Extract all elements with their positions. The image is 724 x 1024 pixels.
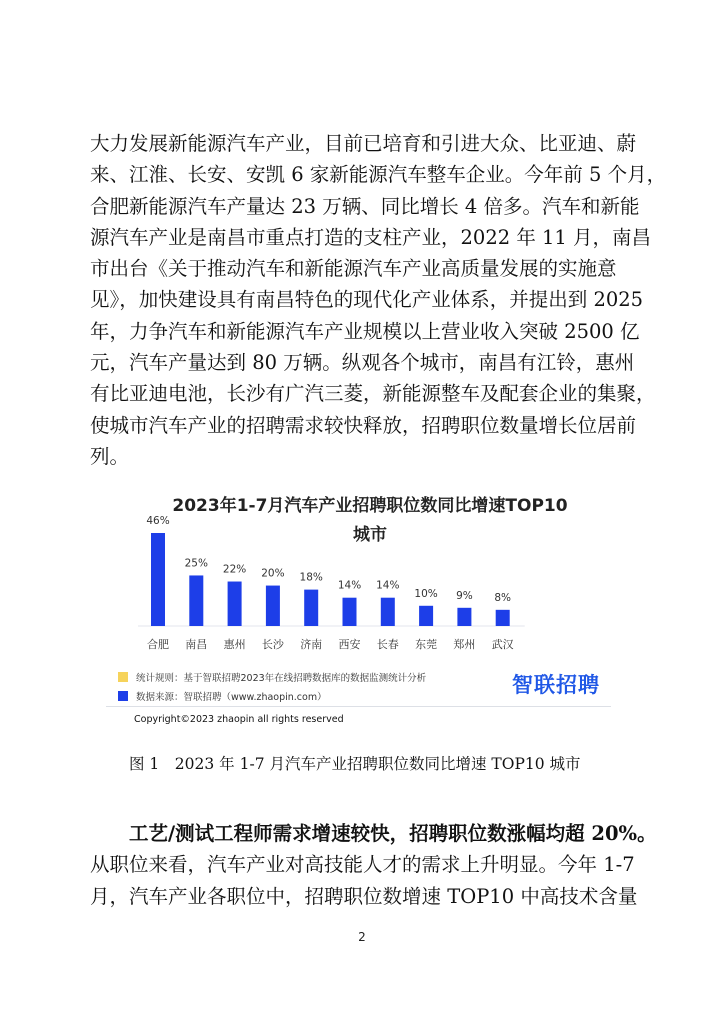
bar-2 bbox=[189, 575, 203, 626]
text-line: 年，力争汽车和新能源汽车产业规模以上营业收入突破 2500 亿 bbox=[90, 319, 640, 343]
text-line: 元，汽车产量达到 80 万辆。纵观各个城市，南昌有江铃，惠州 bbox=[90, 351, 635, 375]
data-label: 14% bbox=[376, 579, 400, 592]
text-line: 使城市汽车产业的招聘需求较快释放，招聘职位数量增长位居前 bbox=[90, 413, 637, 437]
text-line: 有比亚迪电池，长沙有广汽三菱，新能源整车及配套企业的集聚， bbox=[90, 382, 656, 406]
data-label: 18% bbox=[299, 571, 323, 584]
text-line: 合肥新能源汽车产量达 23 万辆、同比增长 4 倍多。汽车和新能 bbox=[90, 194, 640, 218]
text-line: 来、江淮、长安、安凯 6 家新能源汽车整车企业。今年前 5 个月， bbox=[90, 163, 667, 187]
legend-item-rule bbox=[118, 670, 426, 684]
data-label: 22% bbox=[222, 563, 247, 576]
category-label: 东莞 bbox=[415, 638, 438, 651]
legend-text: 数据来源：智联招聘（www.zhaopin.com） bbox=[136, 692, 327, 703]
zhaopin-logo: 智联招聘 bbox=[512, 673, 600, 697]
figure-caption: 图 1 2023 年 1-7 月汽车产业招聘职位数同比增速 TOP10 城市 bbox=[129, 755, 581, 773]
bar-9 bbox=[457, 608, 471, 626]
text-line: 源汽车产业是南昌市重点打造的支柱产业，2022 年 11 月，南昌 bbox=[90, 225, 652, 249]
body-paragraph-2 bbox=[90, 818, 657, 912]
bar-1 bbox=[151, 533, 165, 626]
category-label: 长春 bbox=[376, 638, 399, 651]
page-number: 2 bbox=[358, 930, 366, 944]
data-label: 8% bbox=[494, 591, 512, 604]
bar-7 bbox=[381, 598, 395, 626]
body-paragraph-1 bbox=[90, 128, 667, 472]
category-label: 长沙 bbox=[261, 638, 284, 651]
category-label: 济南 bbox=[300, 638, 323, 651]
text-line: 从职位来看，汽车产业对高技能人才的需求上升明显。今年 1-7 bbox=[90, 853, 635, 877]
category-label: 南昌 bbox=[185, 638, 208, 651]
data-label: 9% bbox=[456, 589, 473, 602]
legend-swatch-blue bbox=[118, 691, 128, 701]
data-label: 25% bbox=[184, 557, 208, 570]
legend-swatch-yellow bbox=[118, 672, 128, 682]
bar-5 bbox=[304, 590, 318, 626]
legend-item-source bbox=[118, 689, 327, 703]
divider bbox=[106, 706, 611, 707]
bar-4 bbox=[266, 586, 280, 626]
text-line: 列。 bbox=[90, 444, 130, 468]
text-line: 月，汽车产业各职位中，招聘职位数增速 TOP10 中高技术含量 bbox=[90, 884, 638, 908]
data-label: 10% bbox=[414, 587, 438, 600]
category-label: 武汉 bbox=[491, 638, 514, 651]
bar-10 bbox=[496, 610, 510, 626]
bar-6 bbox=[343, 598, 357, 626]
category-label: 惠州 bbox=[223, 638, 246, 651]
bold-heading-line: 工艺/测试工程师需求增速较快，招聘职位数涨幅均超 20%。 bbox=[129, 822, 657, 845]
chart-title-continued: 城市 bbox=[353, 525, 387, 545]
data-label: 14% bbox=[337, 579, 362, 592]
bar-3 bbox=[228, 582, 242, 626]
copyright-text: Copyright©2023 zhaopin all rights reserved bbox=[134, 714, 344, 725]
text-line: 大力发展新能源汽车产业，目前已培育和引进大众、比亚迪、蔚 bbox=[90, 132, 637, 155]
data-label: 20% bbox=[261, 567, 285, 580]
legend-text: 统计规则：基于智联招聘2023年在线招聘数据库的数据监测统计分析 bbox=[136, 673, 427, 684]
category-label: 郑州 bbox=[453, 638, 476, 651]
text-line: 市出台《关于推动汽车和新能源汽车产业高质量发展的实施意 bbox=[90, 257, 617, 281]
data-label: 46% bbox=[146, 515, 170, 527]
category-label: 西安 bbox=[338, 638, 361, 651]
text-line: 见》，加快建设具有南昌特色的现代化产业体系，并提出到 2025 bbox=[90, 288, 644, 312]
bar-8 bbox=[419, 606, 433, 626]
chart-title: 2023年1-7月汽车产业招聘职位数同比增速TOP10 bbox=[172, 496, 568, 516]
category-label: 合肥 bbox=[147, 638, 169, 651]
